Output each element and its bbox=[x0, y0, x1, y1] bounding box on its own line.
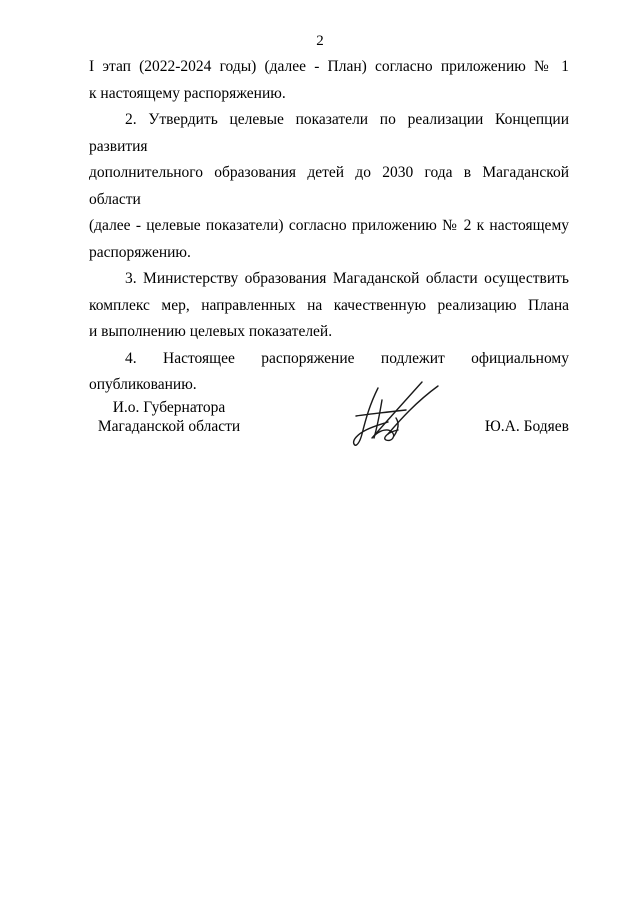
paragraph-item-2 bbox=[89, 107, 569, 266]
text-line: 3. Министерству образования Магаданской области осуществить bbox=[125, 270, 569, 287]
paragraph-continuation bbox=[89, 54, 569, 107]
text-line: дополнительного образования детей до 2030 года в Магаданской области bbox=[89, 164, 569, 208]
paragraph-item-3 bbox=[89, 266, 569, 346]
handwritten-signature bbox=[348, 378, 444, 454]
text-line: и выполнению целевых показателей. bbox=[89, 323, 333, 340]
text-line: к настоящему распоряжению. bbox=[89, 84, 286, 102]
text-line: комплекс мер, направленных на качественную реализацию Плана bbox=[89, 296, 569, 314]
text-line: I этап (2022-2024 годы) (далее - План) согласно приложению № 1 bbox=[89, 58, 569, 75]
signer-title-line-1: И.о. Губернатора bbox=[112, 399, 226, 416]
signer-name: Ю.А. Бодяев bbox=[484, 418, 569, 435]
document-body bbox=[89, 54, 569, 399]
signer-title bbox=[89, 398, 249, 436]
paragraph-item-4 bbox=[89, 346, 569, 399]
text-line: 2. Утвердить целевые показатели по реализации Концепции развития bbox=[89, 111, 569, 155]
text-line: 4. Настоящее распоряжение подлежит официальному bbox=[125, 349, 569, 367]
text-line: опубликованию. bbox=[89, 376, 197, 393]
signer-title-line-2: Магаданской области bbox=[97, 418, 241, 435]
text-line: распоряжению. bbox=[89, 243, 191, 261]
page-number: 2 bbox=[316, 33, 324, 49]
text-line: (далее - целевые показатели) согласно приложению № 2 к настоящему bbox=[89, 217, 569, 234]
